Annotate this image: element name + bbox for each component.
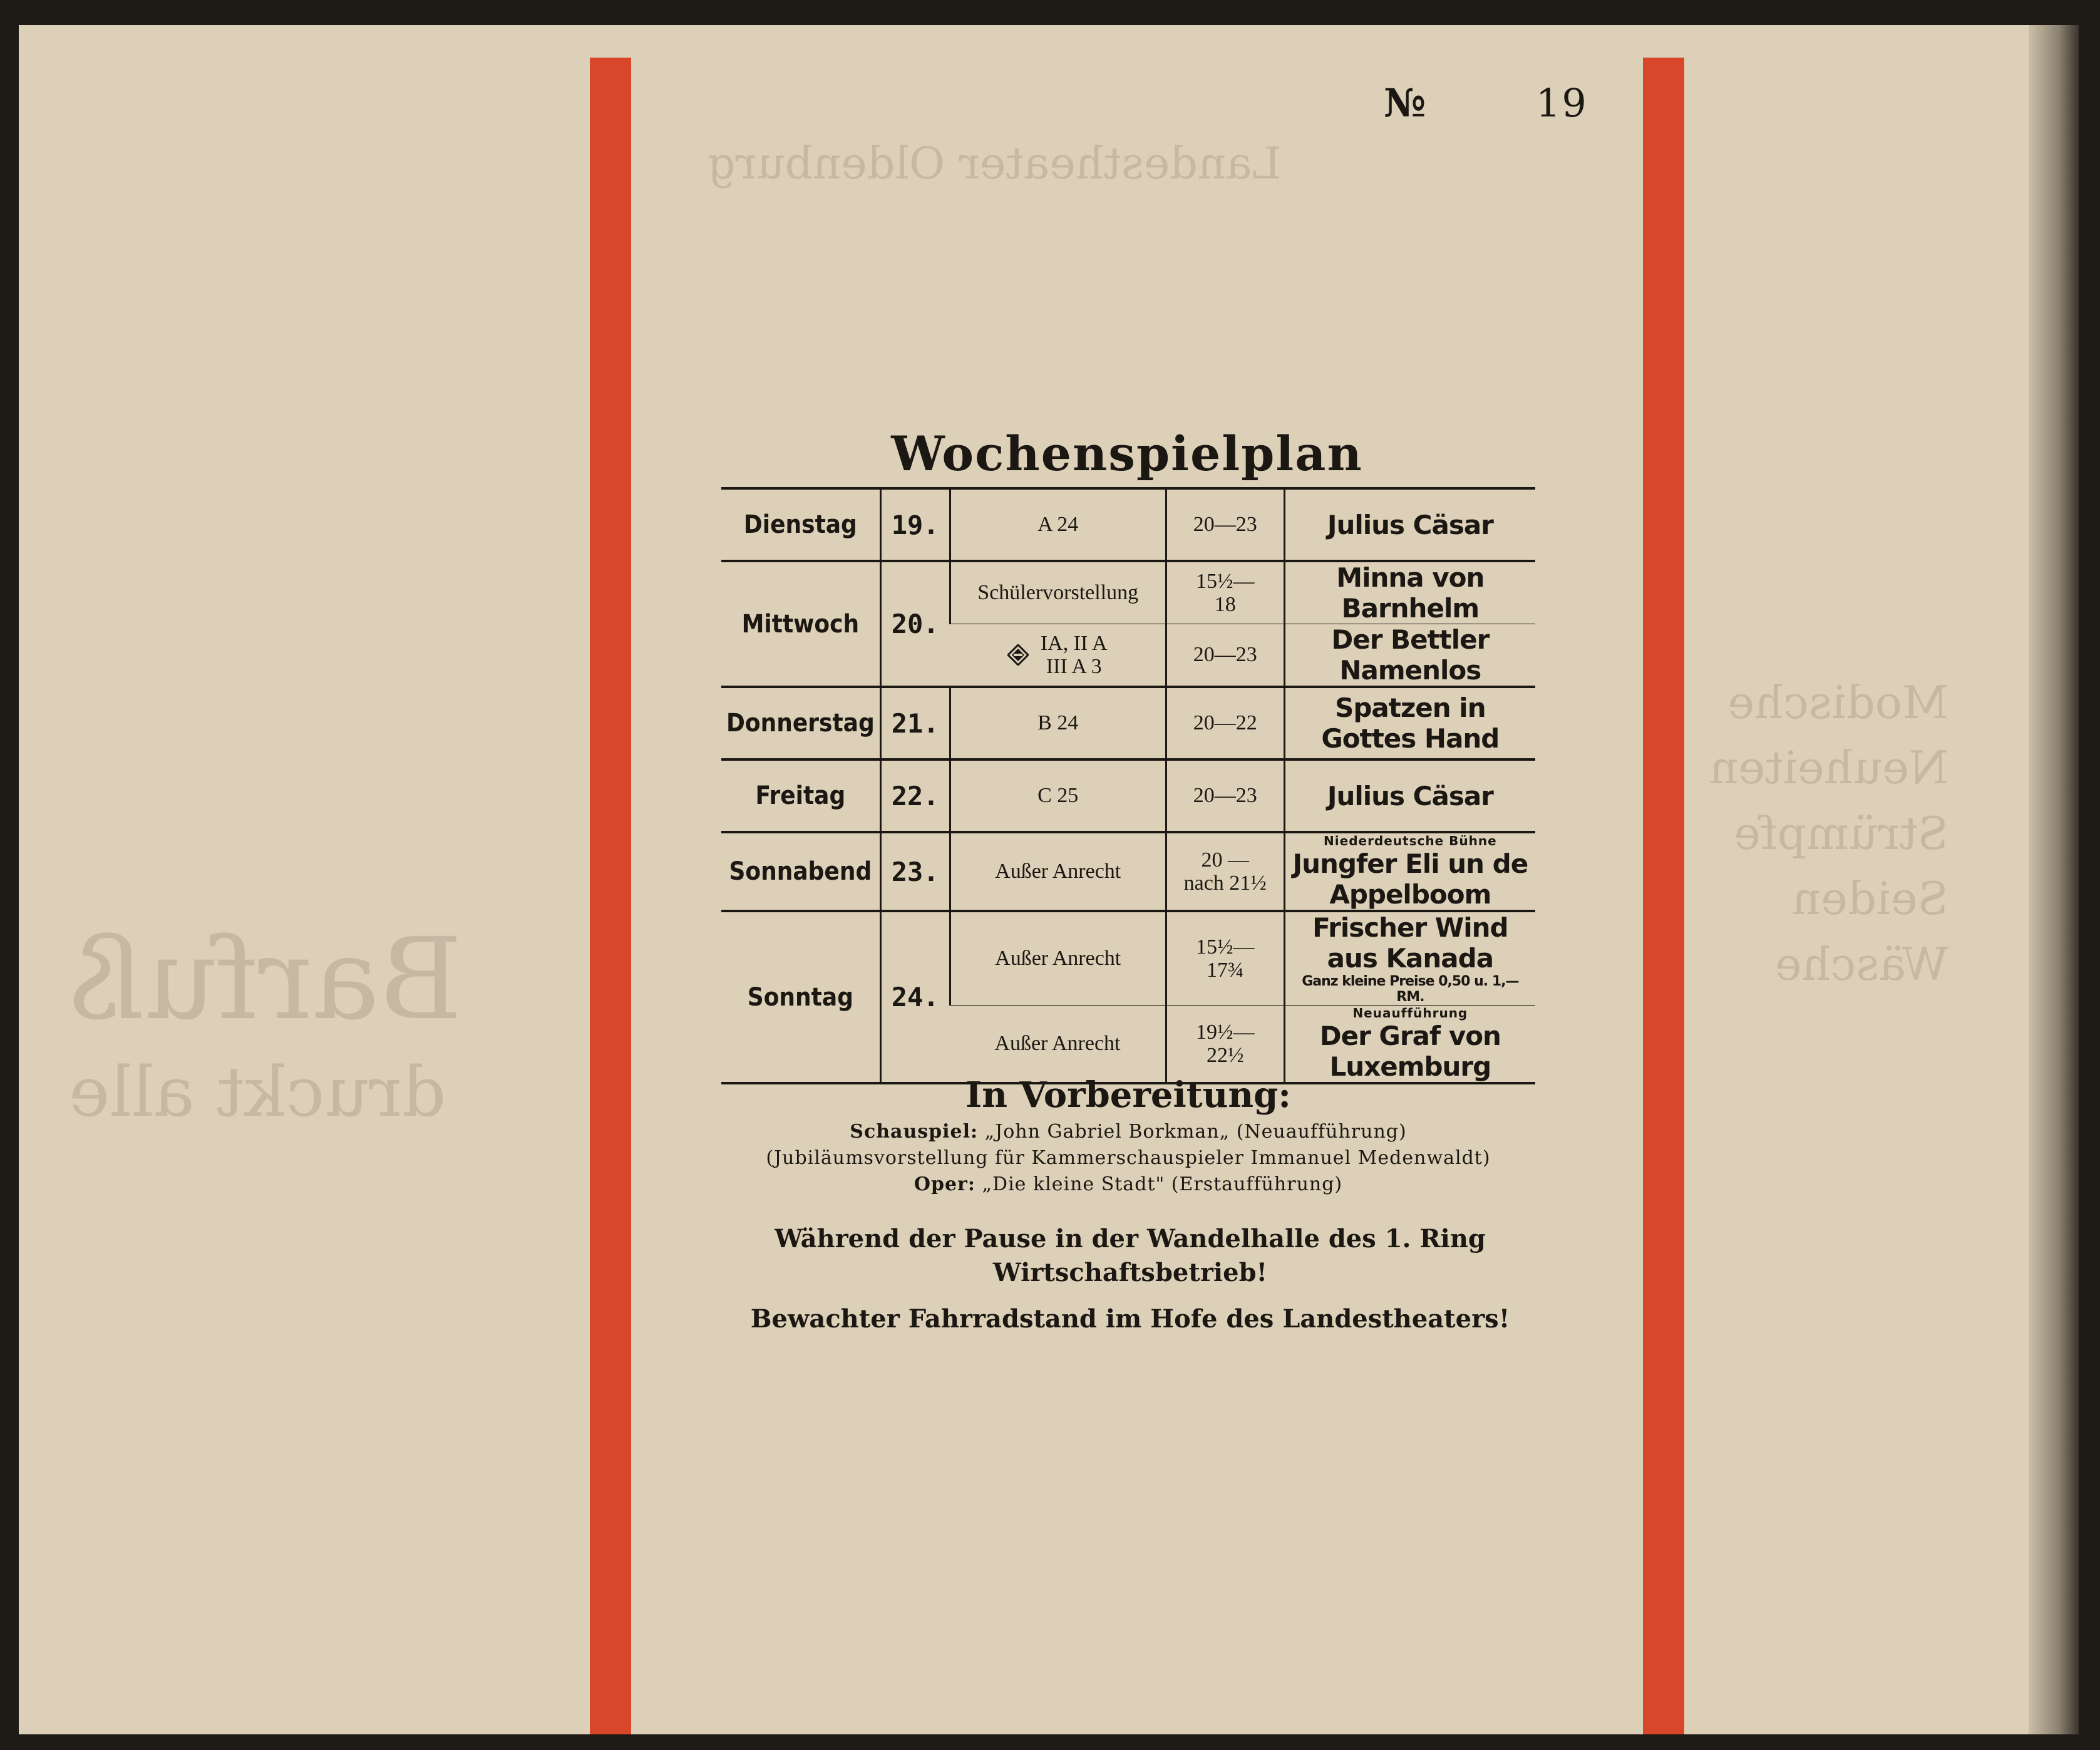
time-start: 20 —: [1201, 848, 1249, 872]
preparation-text: „John Gabriel Borkman„ (Neuaufführung): [984, 1121, 1407, 1143]
date-cell: 21.: [880, 687, 950, 759]
bleed-through-text: Landestheater Oldenburg: [708, 138, 1282, 189]
day-cell: Donnerstag: [721, 687, 880, 759]
play-cell: [1284, 1006, 1535, 1084]
preparation-line: [721, 1173, 1535, 1195]
table-row: [721, 488, 1535, 561]
series-cell: Außer Anrecht: [950, 832, 1166, 911]
play-cell: Spatzen in Gottes Hand: [1284, 687, 1535, 759]
series-cell: C 25: [950, 759, 1166, 832]
weekly-schedule-table: [721, 487, 1535, 1084]
play-cell: Minna von Barnhelm: [1284, 561, 1535, 624]
play-cell: Julius Cäsar: [1284, 488, 1535, 561]
time-cell: 20—22: [1166, 687, 1284, 759]
time-end: 17¾: [1206, 959, 1244, 982]
time-cell: 20—23: [1166, 624, 1284, 687]
red-border-stripe-left: [590, 58, 631, 1734]
day-cell: Mittwoch: [721, 561, 880, 687]
bleed-through-text: druckt alle: [69, 1052, 446, 1132]
page-edge-shadow: [2029, 25, 2079, 1734]
time-cell: [1166, 1006, 1284, 1084]
day-cell: Freitag: [721, 759, 880, 832]
day-cell: Sonntag: [721, 911, 880, 1083]
date-cell: 20.: [880, 561, 950, 687]
bleed-through-text: Modische Neuheiten Strümpfe Seiden Wäsche: [1709, 676, 1948, 991]
notice-bicycle: Bewachter Fahrradstand im Hofe des Landestheaters!: [750, 1304, 1510, 1334]
preparation-heading: In Vorbereitung:: [965, 1074, 1291, 1116]
date-cell: 23.: [880, 832, 950, 911]
table-row: [721, 911, 1535, 1006]
play-note: Neuaufführung: [1352, 1006, 1468, 1021]
series-cell: Außer Anrecht: [950, 1006, 1166, 1084]
table-row: [721, 561, 1535, 624]
play-title: Frischer Wind aus Kanada: [1312, 912, 1508, 974]
table-row: [721, 687, 1535, 759]
time-start: 19½—: [1195, 1020, 1255, 1044]
series-cell: Außer Anrecht: [950, 911, 1166, 1006]
program-page: [19, 25, 2047, 1734]
bleed-through-text: Barfuß: [69, 914, 463, 1045]
preparation-line: [721, 1121, 1535, 1143]
play-cell: Der Bettler Namenlos: [1284, 624, 1535, 687]
time-cell: [1166, 561, 1284, 624]
page-number-symbol: №: [1384, 80, 1428, 126]
day-cell: Sonnabend: [721, 832, 880, 911]
preparation-line: (Jubiläumsvorstellung für Kammerschauspieler Immanuel Medenwaldt): [766, 1147, 1491, 1169]
date-cell: 19.: [880, 488, 950, 561]
series-cell: B 24: [950, 687, 1166, 759]
notice-refreshments: [708, 1222, 1553, 1290]
time-start: 15½—: [1195, 569, 1255, 593]
play-cell: [1284, 911, 1535, 1006]
time-cell: 20—23: [1166, 759, 1284, 832]
play-cell: Julius Cäsar: [1284, 759, 1535, 832]
date-cell: 24.: [880, 911, 950, 1083]
series-cell: Schülervorstellung: [950, 561, 1166, 624]
day-cell: Dienstag: [721, 488, 880, 561]
table-row: [721, 832, 1535, 911]
schedule-title: Wochenspielplan: [891, 426, 1363, 481]
play-title: Der Graf von Luxemburg: [1319, 1021, 1501, 1082]
time-end: 22½: [1206, 1044, 1244, 1067]
series-line: III A 3: [1046, 655, 1102, 678]
date-cell: 22.: [880, 759, 950, 832]
series-cell: [950, 624, 1166, 687]
play-subnote: Ganz kleine Preise 0,50 u. 1,— RM.: [1302, 974, 1519, 1005]
preparation-label: Oper:: [914, 1173, 975, 1195]
time-end: nach 21½: [1183, 872, 1267, 895]
diamond-emblem-icon: [1007, 644, 1029, 666]
play-note: Niederdeutsche Bühne: [1324, 833, 1497, 848]
preparation-text: „Die kleine Stadt" (Erstaufführung): [982, 1173, 1343, 1195]
series-cell: A 24: [950, 488, 1166, 561]
table-row: [721, 759, 1535, 832]
notice-line: Wirtschaftsbetrieb!: [992, 1258, 1268, 1287]
time-start: 15½—: [1195, 935, 1255, 959]
series-lines: [1041, 632, 1108, 679]
notice-line: Während der Pause in der Wandelhalle des 1. Ring: [775, 1224, 1486, 1253]
time-cell: 20—23: [1166, 488, 1284, 561]
series-line: IA, II A: [1040, 631, 1108, 655]
time-end: 18: [1214, 593, 1236, 616]
page-number-value: 19: [1535, 80, 1588, 126]
play-cell: [1284, 832, 1535, 911]
red-border-stripe-right: [1643, 58, 1684, 1734]
play-title: Jungfer Eli un de Appelboom: [1292, 848, 1528, 910]
preparation-label: Schauspiel:: [850, 1121, 979, 1143]
time-cell: [1166, 911, 1284, 1006]
page-number: [1384, 80, 1588, 126]
time-cell: [1166, 832, 1284, 911]
